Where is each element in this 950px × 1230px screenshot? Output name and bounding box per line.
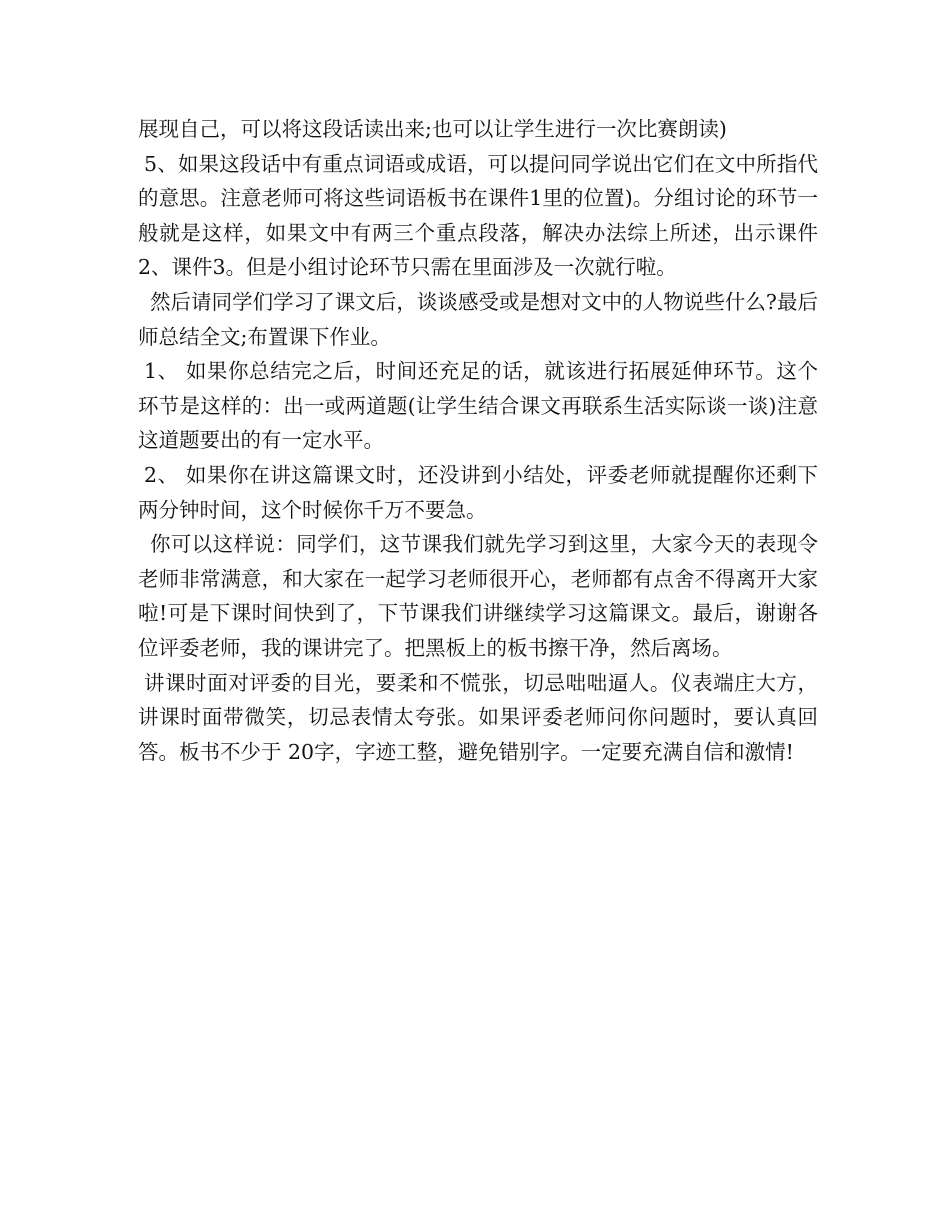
paragraph-2: 5、如果这段话中有重点词语或成语，可以提问同学说出它们在文中所指代的意思。注意老师可将这些词语板书在课件1里的位置)。分组讨论的环节一般就是这样，如果文中有两三个重点段落，解决办法综上所述，出示课件2、课件3。但是小组讨论环节只需在里面涉及一次就行啦。 — [138, 151, 818, 280]
paragraph-5: 2、 如果你在讲这篇课文时，还没讲到小结处，评委老师就提醒你还剩下两分钟时间，这个时候你千万不要急。 — [138, 462, 818, 522]
paragraph-6: 你可以这样说：同学们，这节课我们就先学习到这里，大家今天的表现令老师非常满意，和大家在一起学习老师很开心，老师都有点舍不得离开大家啦!可是下课时间快到了，下节课我们讲继续学习这篇课文。最后，谢谢各位评委老师，我的课讲完了。把黑板上的板书擦干净，然后离场。 — [138, 532, 818, 660]
paragraph-1: 展现自己，可以将这段话读出来;也可以让学生进行一次比赛朗读) — [138, 117, 727, 141]
document-body — [138, 112, 818, 769]
paragraph-3: 然后请同学们学习了课文后，谈谈感受或是想对文中的人物说些什么?最后师总结全文;布置课下作业。 — [138, 289, 818, 349]
paragraph-4: 1、 如果你总结完之后，时间还充足的话，就该进行拓展延伸环节。这个环节是这样的：出一或两道题(让学生结合课文再联系生活实际谈一谈)注意这道题要出的有一定水平。 — [138, 359, 818, 453]
paragraph-7: 讲课时面对评委的目光，要柔和不慌张，切忌咄咄逼人。仪表端庄大方，讲课时面带微笑，切忌表情太夸张。如果评委老师问你问题时，要认真回答。板书不少于 20字，字迹工整，避免错别字。一定要充满自信和激情! — [138, 670, 818, 764]
